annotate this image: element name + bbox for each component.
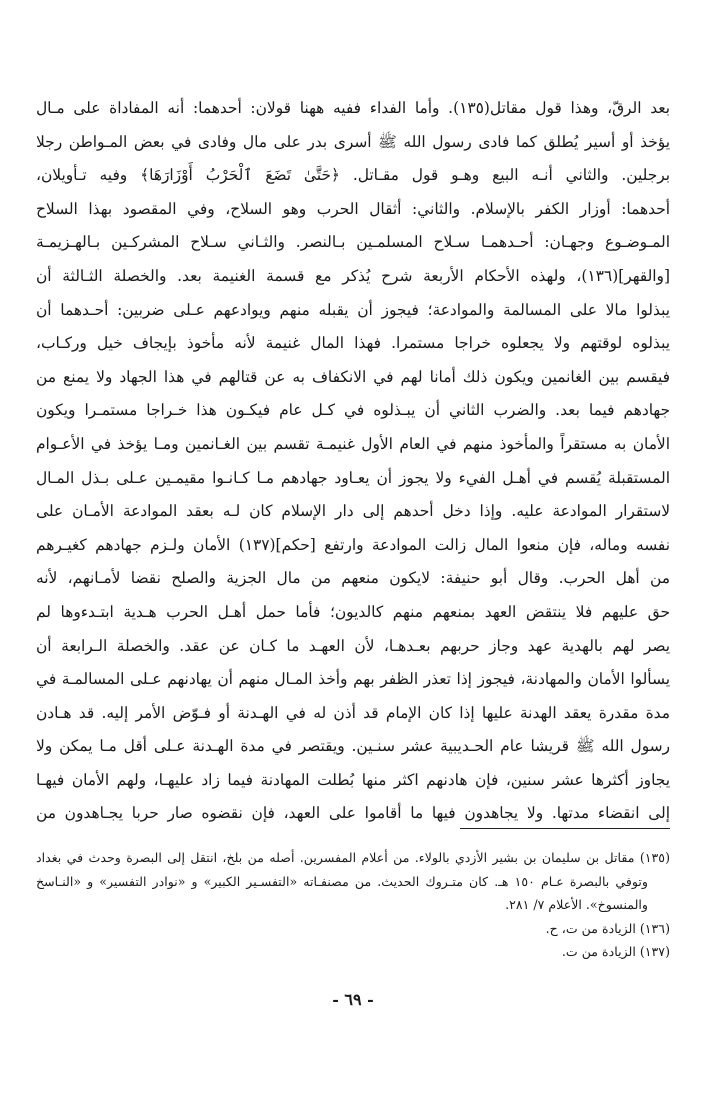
text-line: رسول الله ﷺ قريشا عام الحـديبية عشر سنـين. ويقتصر في مدة الهـدنة عـلى أقل مـا يمكن ولا (36, 737, 670, 756)
text-line: المستقبلة يُقسم في أهـل الفيء ولا يجوز أن يعـاود جهادهم مـا كـانـوا مقيمـين عـلى بـذل المـال (36, 468, 670, 487)
page-number: - ٦٩ - (332, 990, 374, 1009)
footnote-135-continued: وتوفي بالبصرة عـام ١٥٠ هـ. كان متـروك الحديث. من مصنفـاته «التفسـير الكبير» و «نوادر التفسير» و «النـاسخ (36, 873, 648, 889)
text-line: حق عليهم فلا ينتقض العهد بمنعهم منهم كالديون؛ فأما حمل أهـل الحرب هـدية ابتـدءوها لم (36, 602, 670, 621)
text-line: يؤخذ أو أسير يُطلق كما فادى رسول الله ﷺ أسرى بدر على مال وفادى في بعض المـواطن رجلا (36, 132, 670, 151)
text-line: المـوضـوع وجهـان: أحـدهمـا سـلاح المسلمـين بـالنصر. والثـاني سـلاح المشركـين بـالهـزيمـة (36, 233, 670, 252)
text-line: جهادهم فيما بعد. والضرب الثاني أن يبـذلوه في كـل عام فيكـون هذا خـراجا مستمـرا ويكون (36, 401, 670, 420)
text-line: أحدهما: أوزار الكفر بالإسلام. والثاني: أثقال الحرب وهو السلاح، وفي المقصود بهذا السلاح (36, 199, 670, 218)
text-line: من أهل الحرب. وقال أبو حنيفة: لايكون منعهم من مال الجزية والصلح نقضا لأمـانهم، لأنه (36, 569, 670, 588)
text-line: برجلين. والثاني أنـه البيع وهـو قول مقـاتل. ﴿حَتَّىٰ تَضَعَ ٱلْحَرْبُ أَوْزَارَهَا﴾ وفيه تـأويلان، (36, 166, 670, 185)
text-line: يبذلوا مالا على المسالمة والموادعة؛ فيجوز أن يقبله منهم ويوادعهم عـلى ضربين: أحـدهما أن (36, 300, 670, 319)
text-line: مدة مقدرة يعقد الهدنة عليها إذا كان الإمام قد أذن له في الهـدنة أو فـوّض الأمر إليه. قد هـادن (36, 703, 670, 722)
footnote-136: (١٣٦) الزيادة من ت، ح. (545, 920, 670, 936)
footnote-separator (460, 828, 670, 829)
text-line: يبذلوه لوقتهم ولا يجعلوه خراجا مستمرا. فهذا المال غنيمة لأنه مأخوذ بإيجاف خيل وركـاب، (36, 334, 670, 353)
footnote-135: (١٣٥) مقاتل بن سليمان بن بشير الأزدي بالولاء. من أعلام المفسرين. أصله من بلخ، انتقل إلى البصرة وحدث في بغداد (36, 850, 670, 865)
text-line: [والقهر](١٣٦)، ولهذه الأحكام الأربعة شرح يُذكر مع قسمة الغنيمة بعد. والخصلة الثـالثة أن (36, 266, 670, 285)
text-line: إلى انقضاء مدتها. ولا يجاهدون فيها ما أقاموا على العهد، فإن نقضوه صار حربا يجـاهدون من (36, 804, 670, 823)
text-line: نفسه وماله، فإن منعوا المال زالت الموادعة وارتفع [حكم](١٣٧) الأمان ولـزم جهادهم كغيـرهم (36, 535, 670, 554)
footnote-137: (١٣٧) الزيادة من ت. (561, 944, 670, 959)
text-line: يسألوا الأمان والمهادنة، فيجوز إذا تعذر الظفر بهم وأخذ المـال منهم أن يهادنهم عـلى المسالمـة في (36, 670, 670, 689)
text-line: الأمان به مستقراً والمأخوذ منهم في العام الأول غنيمـة تقسم بين الغـانمين ومـا يؤخذ في الأعـوام (36, 434, 670, 453)
text-line: بعد الرقّ، وهذا قول مقاتل(١٣٥). وأما الفداء ففيه ههنا قولان: أحدهما: أنه المفاداة على مـال (36, 99, 670, 117)
footnote-135-end: والمنسوخ». الأعلام ٧/ ٢٨١. (505, 897, 648, 912)
text-line: فيقسم بين الغانمين ويكون ذلك أمانا لهم في الانكفاف به عن قتالهم في هذا الجهاد ولا يمنع من (36, 367, 670, 386)
text-line: يصر لهم بالهدية عهد وجاز حربهم بعـدهـا، لأن العهـد ما كـان عن عقد. والخصلة الـرابعة أن (36, 636, 670, 655)
main-text (36, 92, 670, 831)
text-line: لاستقرار الموادعة عليه. وإذا دخل أحدهم إلى دار الإسلام كان لـه بعقد الموادعة الأمـان على (36, 502, 670, 521)
footnotes (36, 846, 670, 964)
text-line: يجاوز أكثرها عشر سنين، فإن هادنهم اكثر منها بُطلت المهادنة فيما زاد عليهـا، ولهم الأمان فيهـا (36, 770, 670, 789)
